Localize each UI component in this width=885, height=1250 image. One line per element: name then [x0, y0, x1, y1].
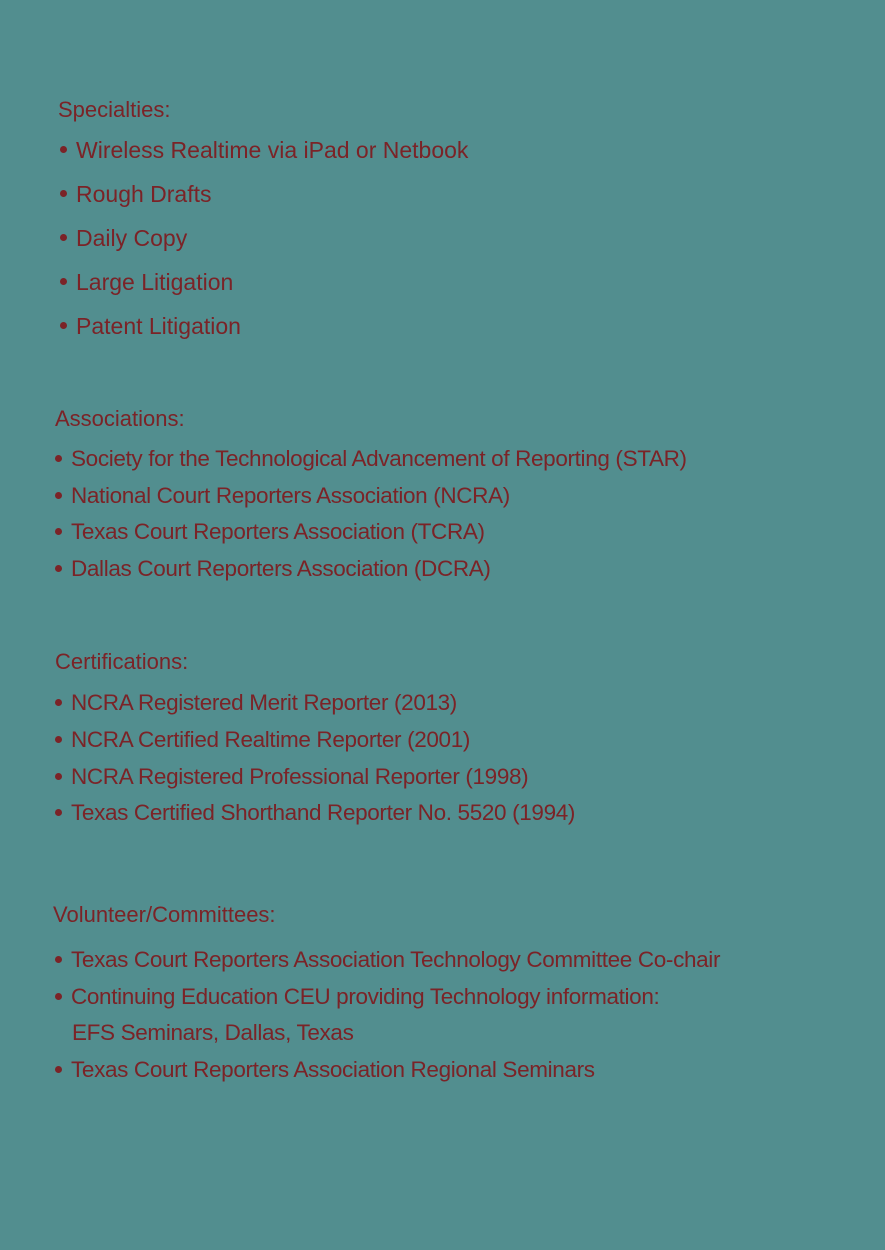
bullet-icon [60, 322, 67, 329]
bullet-icon [60, 190, 67, 197]
bullet-icon [55, 1066, 62, 1073]
specialties-heading: Specialties: [58, 97, 171, 122]
certifications-heading: Certifications: [55, 649, 189, 674]
list-item: Rough Drafts [60, 183, 212, 206]
list-item: Daily Copy [60, 227, 187, 250]
list-item: NCRA Registered Professional Reporter (1998) [55, 766, 528, 789]
bullet-icon [60, 146, 67, 153]
list-item: Texas Court Reporters Association Technology Committee Co-chair [55, 949, 720, 972]
bullet-icon [55, 993, 62, 1000]
bullet-icon [55, 773, 62, 780]
list-item: Patent Litigation [60, 315, 241, 338]
volunteer-heading: Volunteer/Committees: [53, 902, 276, 927]
list-item: Wireless Realtime via iPad or Netbook [60, 139, 468, 162]
list-item: NCRA Registered Merit Reporter (2013) [55, 692, 457, 715]
bullet-icon [60, 278, 67, 285]
list-item: Texas Court Reporters Association Regional Seminars [55, 1059, 595, 1082]
bullet-icon [55, 736, 62, 743]
bullet-icon [55, 492, 62, 499]
list-item: Large Litigation [60, 271, 233, 294]
list-item: Society for the Technological Advancement of Reporting (STAR) [55, 448, 687, 471]
list-item: NCRA Certified Realtime Reporter (2001) [55, 729, 470, 752]
bullet-icon [55, 699, 62, 706]
list-item-continuation: EFS Seminars, Dallas, Texas [72, 1020, 354, 1045]
list-item: Texas Court Reporters Association (TCRA) [55, 521, 485, 544]
bullet-icon [60, 234, 67, 241]
list-item: Texas Certified Shorthand Reporter No. 5520 (1994) [55, 802, 575, 825]
bullet-icon [55, 565, 62, 572]
bullet-icon [55, 956, 62, 963]
list-item: Dallas Court Reporters Association (DCRA) [55, 558, 491, 581]
list-item: National Court Reporters Association (NCRA) [55, 485, 510, 508]
bullet-icon [55, 455, 62, 462]
associations-heading: Associations: [55, 406, 185, 431]
bullet-icon [55, 809, 62, 816]
bullet-icon [55, 528, 62, 535]
list-item: Continuing Education CEU providing Technology information: [55, 986, 659, 1009]
